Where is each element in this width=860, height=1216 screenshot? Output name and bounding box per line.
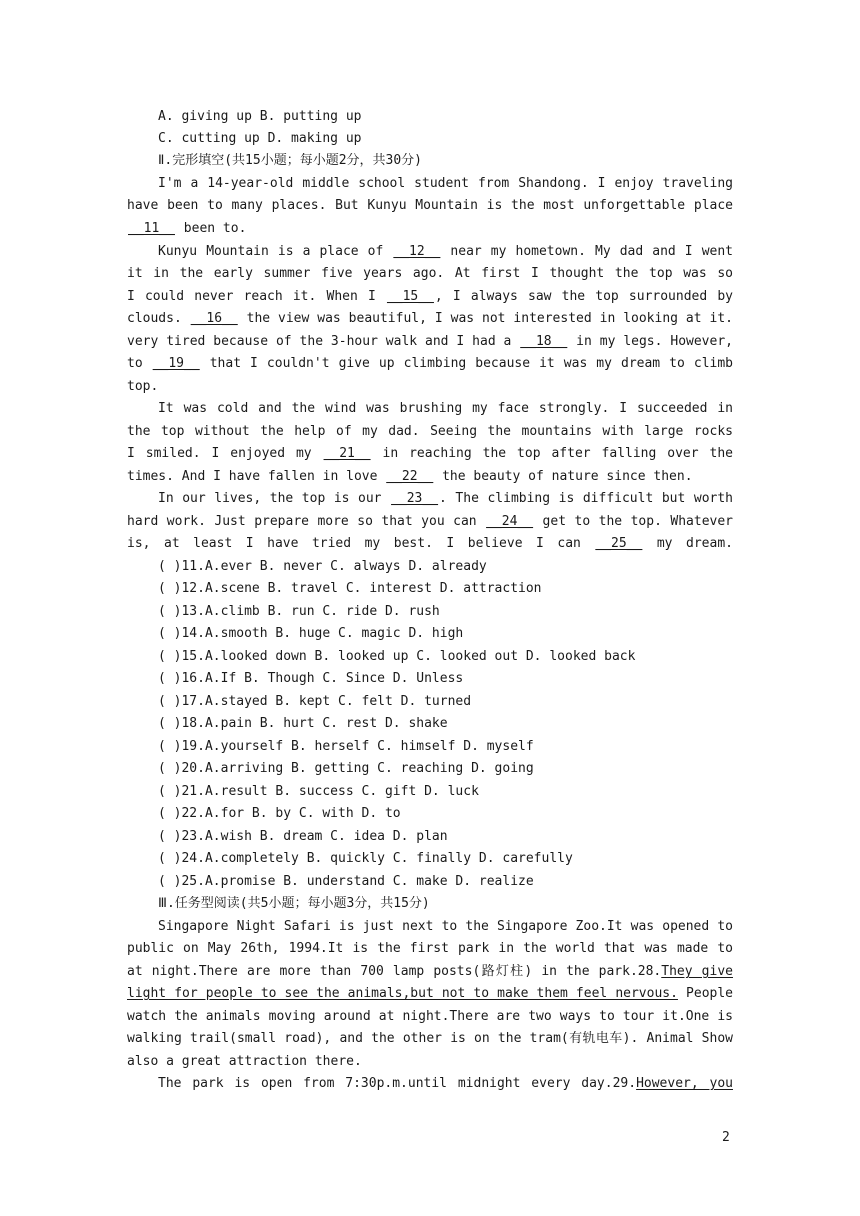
text-line: it in the early summer five years ago. At first I thought the top was so [127,266,733,281]
text-line: ( )23.A.wish B. dream C. idea D. plan [158,829,448,844]
text-line: is, at least I have tried my best. I believe I can __25__ my dream. [127,536,733,551]
answer-blank: __23__ [391,491,439,506]
text-line: ( )12.A.scene B. travel C. interest D. attraction [158,581,542,596]
answer-blank: __24__ [486,514,534,529]
text-line: Ⅱ.完形填空(共15小题；每小题2分，共30分) [158,153,423,168]
text-line: times. And I have fallen in love __22__ the beauty of nature since then. [127,469,693,484]
text-line: It was cold and the wind was brushing my face strongly. I succeeded in [158,401,733,416]
answer-blank: __19__ [152,356,200,371]
text-line: ( )20.A.arriving B. getting C. reaching D. going [158,761,534,776]
text-line: ( )25.A.promise B. understand C. make D. realize [158,874,534,889]
text-line: Singapore Night Safari is just next to the Singapore Zoo.It was opened to [158,919,733,934]
text-line: C. cutting up D. making up [158,131,362,146]
text-line: walking trail(small road), and the other is on the tram(有轨电车). Animal Show [127,1031,733,1046]
text-line: also a great attraction there. [127,1054,362,1069]
text-line: have been to many places. But Kunyu Mountain is the most unforgettable place [127,198,733,213]
text-line: the top without the help of my dad. Seeing the mountains with large rocks [127,424,733,439]
answer-blank: __15__ [386,289,434,304]
text-line: ( )15.A.looked down B. looked up C. looked out D. looked back [158,649,636,664]
underlined-sentence: They give [661,964,733,979]
text-line: In our lives, the top is our __23__. The climbing is difficult but worth [158,491,733,506]
text-line: ( )13.A.climb B. run C. ride D. rush [158,604,440,619]
text-line: ( )24.A.completely B. quickly C. finally D. carefully [158,851,573,866]
text-line: clouds. __16__ the view was beautiful, I was not interested in looking at it. [127,311,733,326]
text-line: A. giving up B. putting up [158,109,362,124]
answer-blank: __12__ [393,244,441,259]
text-line: ( )11.A.ever B. never C. always D. already [158,559,487,574]
text-line: I smiled. I enjoyed my __21__ in reaching the top after falling over the [127,446,733,461]
answer-blank: __18__ [520,334,568,349]
page-number: 2 [722,1130,730,1145]
underlined-sentence: However, you [636,1076,733,1091]
answer-blank: __11__ [128,221,175,236]
text-line: The park is open from 7:30p.m.until midnight every day.29.However, you [158,1076,733,1092]
text-line: hard work. Just prepare more so that you can __24__ get to the top. Whatever [127,514,733,529]
text-line: ( )18.A.pain B. hurt C. rest D. shake [158,716,448,731]
underlined-sentence: light for people to see the animals,but not to make them feel nervous. [127,986,678,1001]
text-line: ( )14.A.smooth B. huge C. magic D. high [158,626,464,641]
text-line: very tired because of the 3-hour walk and I had a __18__ in my legs. However, [127,334,733,349]
text-line: ( )19.A.yourself B. herself C. himself D. myself [158,739,534,754]
answer-blank: __22__ [386,469,434,484]
text-line: ( )21.A.result B. success C. gift D. luck [158,784,479,799]
answer-blank: __16__ [190,311,238,326]
text-line: ( )17.A.stayed B. kept C. felt D. turned [158,694,472,709]
answer-blank: __25__ [595,536,643,551]
text-line: I could never reach it. When I __15__, I always saw the top surrounded by [127,289,733,304]
text-line: light for people to see the animals,but not to make them feel nervous. People [127,986,733,1001]
text-line: watch the animals moving around at night.There are two ways to tour it.One is [127,1009,733,1024]
text-line: public on May 26th, 1994.It is the first park in the world that was made to [127,941,733,956]
text-line: at night.There are more than 700 lamp posts(路灯柱) in the park.28.They give [127,964,733,980]
answer-blank: __21__ [323,446,371,461]
text-line: ( )16.A.If B. Though C. Since D. Unless [158,671,464,686]
text-line: Kunyu Mountain is a place of __12__ near my hometown. My dad and I went [158,244,733,259]
text-line: top. [127,379,159,394]
text-line: to __19__ that I couldn't give up climbing because it was my dream to climb [127,356,733,371]
text-line: Ⅲ.任务型阅读(共5小题；每小题3分，共15分) [158,896,430,911]
text-line: I'm a 14-year-old middle school student from Shandong. I enjoy traveling [158,176,733,191]
text-line: __11__ been to. [128,221,247,236]
text-line: ( )22.A.for B. by C. with D. to [158,806,401,821]
